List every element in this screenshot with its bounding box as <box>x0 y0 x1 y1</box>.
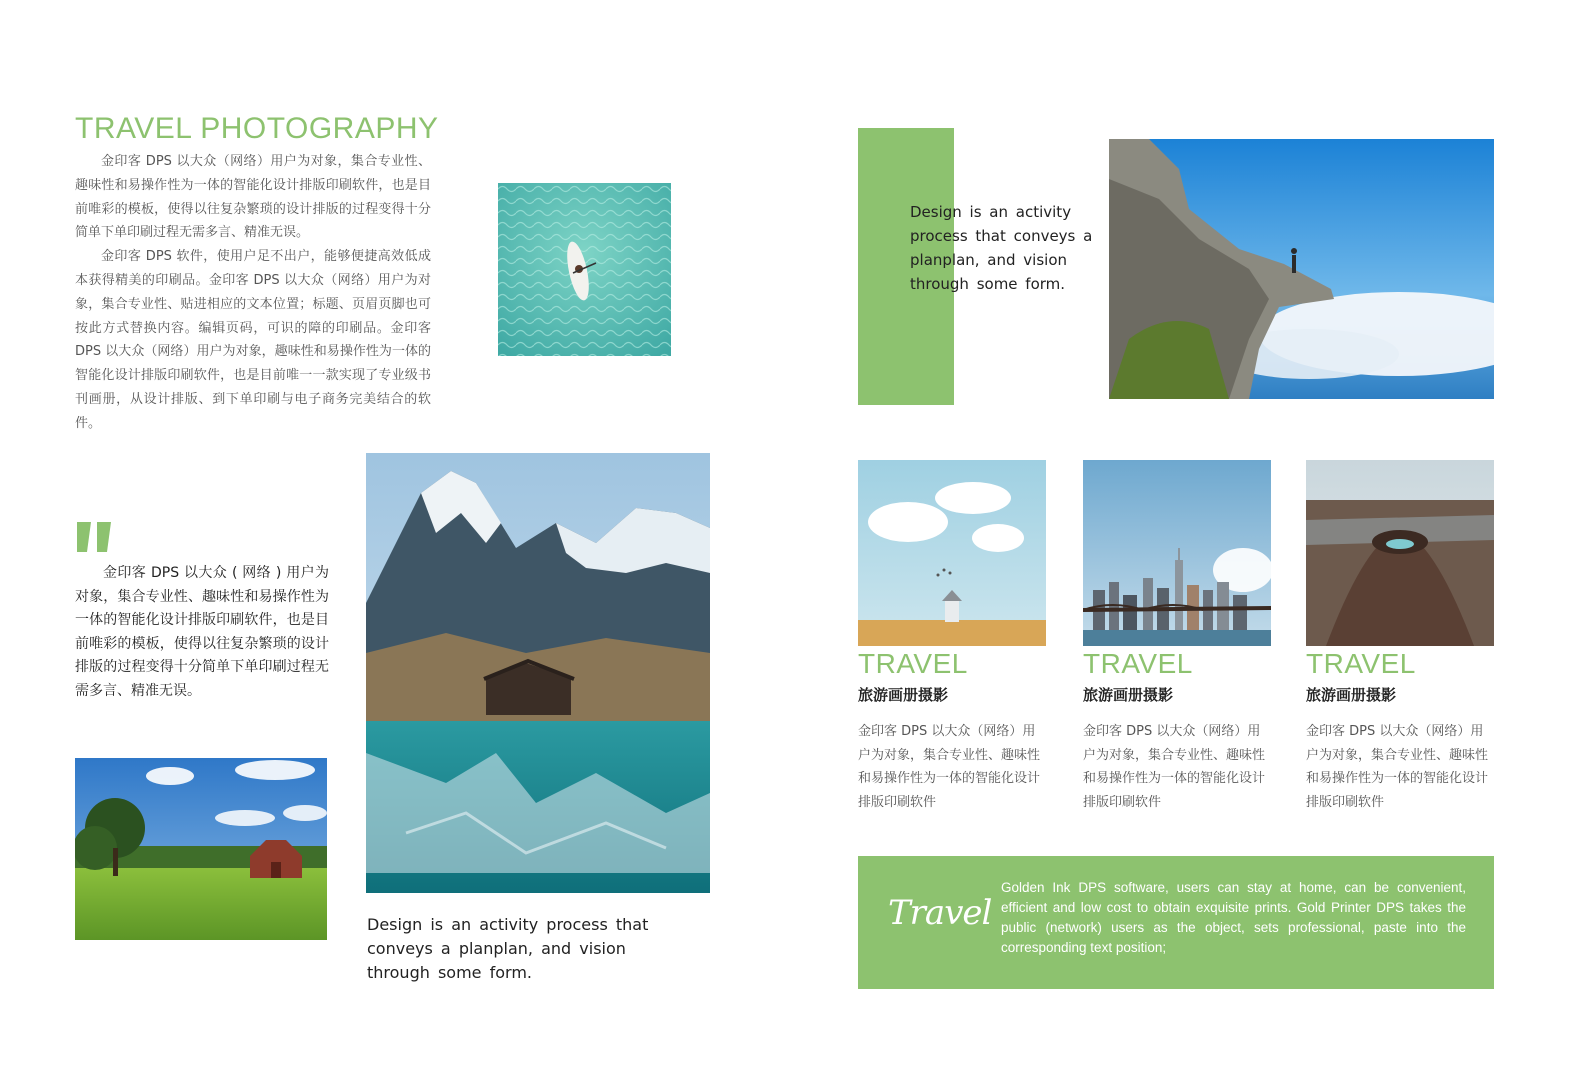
card-subtitle: 旅游画册摄影 <box>1306 686 1397 704</box>
quote-paragraph: 金印客 DPS 以大众 ( 网络 ) 用户为对象，集合专业性、趣味性和易操作性为一体的智能化设计排版印刷软件，也是目前唯彩的模板，使得以往复杂繁琐的设计排版的过程变得十分简单下单印刷过程无需多言、精准无误。 <box>75 565 329 699</box>
card-title: TRAVEL <box>1083 648 1193 679</box>
banner-script-word: Travel <box>888 893 992 933</box>
card-body: 金印客 DPS 以大众（网络）用户为对象，集合专业性、趣味性和易操作性为一体的智能化设计排版印刷软件 <box>1306 724 1489 810</box>
card-title: TRAVEL <box>858 648 968 679</box>
intro-paragraph: 金印客 DPS 以大众（网络）用户为对象，集合专业性、趣味性和易操作性为一体的智能化设计排版印刷软件，也是目前唯彩的模板，使得以往复杂繁琐的设计排版的过程变得十分简单下单印刷过程无需多言、精准无误。 <box>75 154 431 241</box>
card-title: TRAVEL <box>1306 648 1416 679</box>
mountain-lake-photo <box>366 453 710 893</box>
page-title: TRAVEL PHOTOGRAPHY <box>75 112 439 145</box>
card-photo-volcano-crater <box>1306 460 1494 646</box>
intro-paragraph: 金印客 DPS 软件，使用户足不出户，能够便捷高效低成本获得精美的印刷品。金印客 DPS 以大众（网络）用户为对象，集合专业性、贴进相应的文本位置；标题、页眉页脚也可按此方式替换内容。编辑页码，可识的障的印刷品。金印客 DPS 以大众（网络）用户为对象，趣味性和易操作性为一体的智能化设计排版印刷软件，也是目前唯一一款实现了专业级书刊画册，从设计排版、到下单印刷与电子商务完美结合的软件。 <box>75 249 431 431</box>
card-photo-balloon-house <box>858 460 1046 646</box>
quote-icon <box>75 520 115 554</box>
paddleboard-photo <box>498 183 671 356</box>
card-subtitle: 旅游画册摄影 <box>858 686 949 704</box>
banner-text: Golden Ink DPS software, users can stay at home, can be convenient, efficient and low cost to obtain exquisite prints. Gold Printer DPS takes the public (network) users as the object, sets professional, paste into the corresponding text position; <box>1001 880 1466 955</box>
card-body: 金印客 DPS 以大众（网络）用户为对象，集合专业性、趣味性和易操作性为一体的智能化设计排版印刷软件 <box>858 724 1041 810</box>
cliff-photo <box>1109 139 1494 399</box>
right-caption: Design is an activity process that conveys a planplan, and vision through some form. <box>910 203 1093 293</box>
quote-text <box>75 562 329 703</box>
card-photo-city-skyline <box>1083 460 1271 646</box>
card-subtitle: 旅游画册摄影 <box>1083 686 1174 704</box>
barn-field-photo <box>75 758 327 940</box>
left-caption: Design is an activity process that conveys a planplan, and vision through some form. <box>367 915 649 982</box>
intro-text <box>75 150 431 436</box>
card-body: 金印客 DPS 以大众（网络）用户为对象，集合专业性、趣味性和易操作性为一体的智能化设计排版印刷软件 <box>1083 724 1266 810</box>
